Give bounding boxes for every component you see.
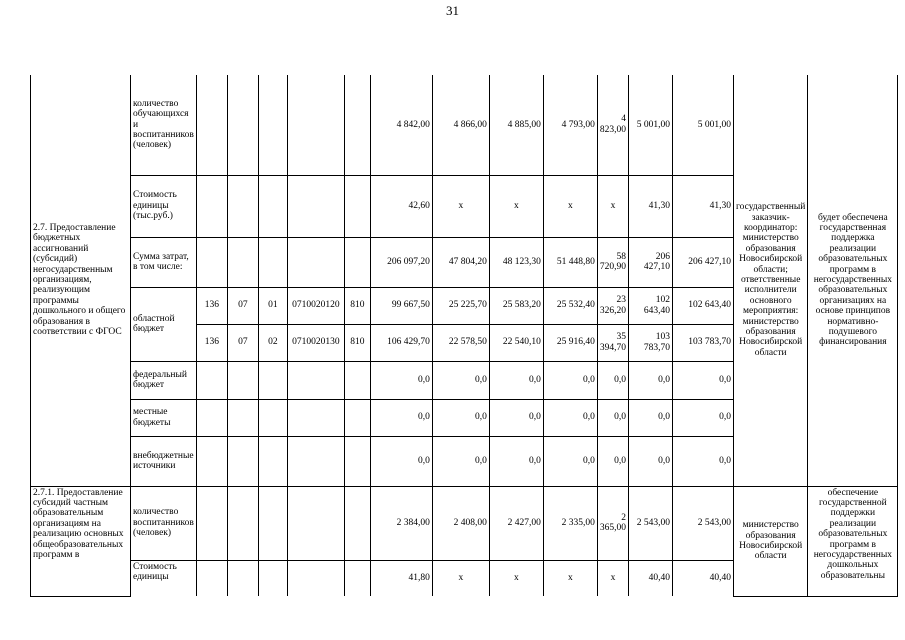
year-value: 25 225,70: [432, 287, 489, 324]
year-value: 0,0: [629, 399, 673, 436]
year-value: 4 793,00: [543, 75, 597, 175]
year-value: х: [543, 175, 597, 237]
year-value: 206 427,10: [629, 237, 673, 287]
year-value: 40,40: [673, 560, 734, 596]
year-value: 0,0: [489, 436, 543, 486]
year-value: 2 543,00: [673, 486, 734, 560]
year-value: 5 001,00: [673, 75, 734, 175]
year-value: 0,0: [629, 361, 673, 399]
year-value: 0,0: [597, 399, 628, 436]
year-value: х: [432, 175, 489, 237]
year-value: х: [543, 560, 597, 596]
year-value: 103 783,70: [673, 324, 734, 361]
year-value: 4 823,00: [597, 75, 628, 175]
year-value: 35 394,70: [597, 324, 628, 361]
year-value: 102 643,40: [673, 287, 734, 324]
table-row: [31, 486, 898, 560]
section-title: 2.7. Предоставление бюджетных ассигнований (субсидий) негосударственным организациям, реализующим программы дошкольного и общего образования в соответствии с ФГОС: [31, 75, 131, 486]
year-value: 206 427,10: [673, 237, 734, 287]
expected-result: будет обеспечена государственная поддержка реализации образовательных программ в негосударственных образовательных организациях на основе принципов нормативно-подушевого финансирования: [808, 75, 898, 486]
year-value: х: [597, 560, 628, 596]
code-csr: 0710020120: [287, 287, 344, 324]
code-pr: 02: [258, 324, 287, 361]
row-label: Стоимость единицы (тыс.руб.): [131, 175, 197, 237]
total-value: 106 429,70: [370, 324, 432, 361]
expected-result: обеспечение государственной поддержки реализации образовательных программ в негосударственных дошкольных образовательны: [808, 486, 898, 596]
year-value: 25 532,40: [543, 287, 597, 324]
year-value: 48 123,30: [489, 237, 543, 287]
year-value: х: [489, 560, 543, 596]
year-value: 2 427,00: [489, 486, 543, 560]
row-label: количество обучающихся и воспитанников (человек): [131, 75, 197, 175]
code-rz: 07: [227, 324, 258, 361]
year-value: 0,0: [673, 436, 734, 486]
total-value: 206 097,20: [370, 237, 432, 287]
year-value: 25 916,40: [543, 324, 597, 361]
year-value: 0,0: [432, 436, 489, 486]
year-value: х: [489, 175, 543, 237]
total-value: 0,0: [370, 361, 432, 399]
year-value: 0,0: [543, 436, 597, 486]
year-value: 22 578,50: [432, 324, 489, 361]
year-value: 4 866,00: [432, 75, 489, 175]
row-label: внебюджетные источники: [131, 436, 197, 486]
row-label: областной бюджет: [131, 287, 197, 361]
total-value: 4 842,00: [370, 75, 432, 175]
year-value: 47 804,20: [432, 237, 489, 287]
row-label: местные бюджеты: [131, 399, 197, 436]
code-rz: 07: [227, 287, 258, 324]
total-value: 0,0: [370, 436, 432, 486]
section-title: 2.7.1. Предоставление субсидий частным образовательным организациям на реализацию основных общеобразовательных программ в: [31, 486, 131, 596]
year-value: 0,0: [673, 399, 734, 436]
year-value: 0,0: [432, 399, 489, 436]
year-value: х: [432, 560, 489, 596]
code-pr: 01: [258, 287, 287, 324]
row-label: федеральный бюджет: [131, 361, 197, 399]
year-value: 0,0: [673, 361, 734, 399]
year-value: 103 783,70: [629, 324, 673, 361]
year-value: 2 365,00: [597, 486, 628, 560]
program-table: [30, 75, 898, 597]
year-value: 2 335,00: [543, 486, 597, 560]
year-value: х: [597, 175, 628, 237]
row-label: Сумма затрат, в том числе:: [131, 237, 197, 287]
table-row: [31, 75, 898, 175]
year-value: 40,40: [629, 560, 673, 596]
row-label: Стоимость единицы: [131, 560, 197, 596]
total-value: 42,60: [370, 175, 432, 237]
year-value: 0,0: [543, 399, 597, 436]
code-grbs: 136: [196, 287, 227, 324]
row-label: количество воспитанников (человек): [131, 486, 197, 560]
year-value: 5 001,00: [629, 75, 673, 175]
code-vr: 810: [344, 324, 370, 361]
year-value: 0,0: [543, 361, 597, 399]
year-value: 23 326,20: [597, 287, 628, 324]
year-value: 2 543,00: [629, 486, 673, 560]
code-vr: 810: [344, 287, 370, 324]
year-value: 58 720,90: [597, 237, 628, 287]
code-grbs: 136: [196, 324, 227, 361]
total-value: 41,80: [370, 560, 432, 596]
year-value: 0,0: [597, 361, 628, 399]
year-value: 0,0: [432, 361, 489, 399]
executor: государственный заказчик-координатор: министерство образования Новосибирской области; ответственные исполнители основного мероприятия: министерство образования Новосибирской области: [734, 75, 808, 486]
year-value: 41,30: [673, 175, 734, 237]
year-value: 2 408,00: [432, 486, 489, 560]
total-value: 2 384,00: [370, 486, 432, 560]
year-value: 4 885,00: [489, 75, 543, 175]
year-value: 22 540,10: [489, 324, 543, 361]
year-value: 0,0: [629, 436, 673, 486]
total-value: 0,0: [370, 399, 432, 436]
year-value: 0,0: [489, 361, 543, 399]
year-value: 0,0: [597, 436, 628, 486]
year-value: 51 448,80: [543, 237, 597, 287]
total-value: 99 667,50: [370, 287, 432, 324]
code-csr: 0710020130: [287, 324, 344, 361]
year-value: 102 643,40: [629, 287, 673, 324]
executor: министерство образования Новосибирской области: [734, 486, 808, 596]
year-value: 41,30: [629, 175, 673, 237]
year-value: 0,0: [489, 399, 543, 436]
page-number: 31: [446, 3, 459, 18]
year-value: 25 583,20: [489, 287, 543, 324]
